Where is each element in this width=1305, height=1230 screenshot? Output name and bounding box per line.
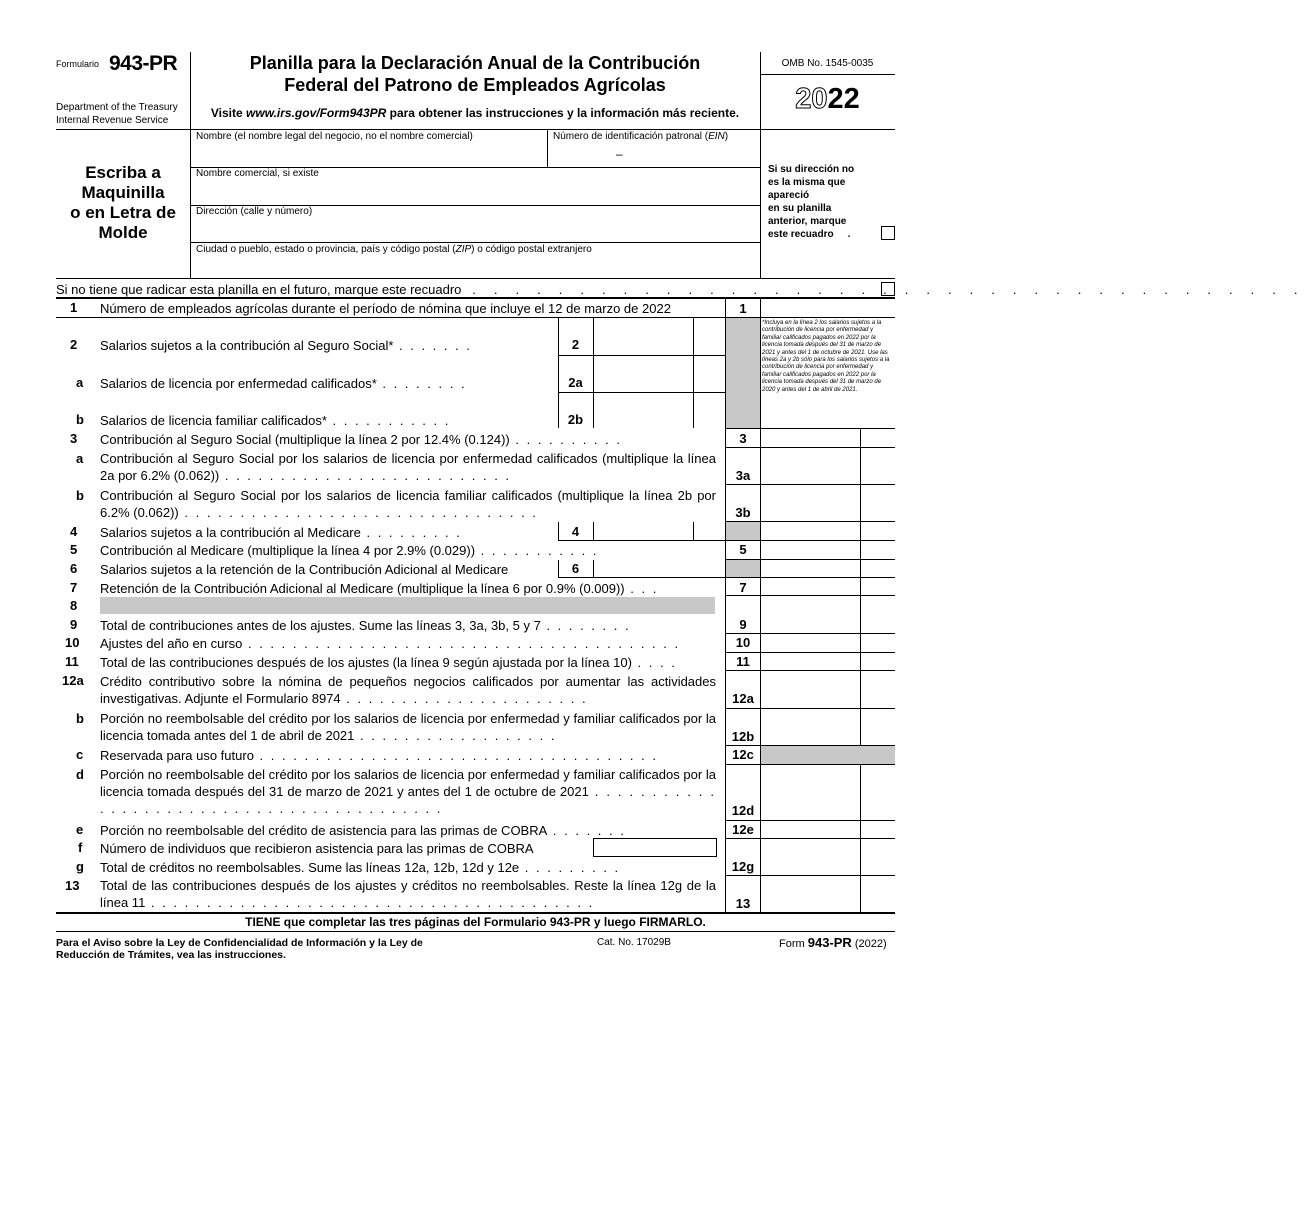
omb-number: OMB No. 1545-0035 bbox=[781, 58, 874, 69]
line-3b-text: Contribución al Seguro Social por los salarios de licencia familiar calificados (multiplique la línea 2b por 6.2% (0.062)) . . . . . . . . . . . . . . . . . . . . . . . . . . . . . . . . bbox=[100, 488, 716, 520]
line-3a-box-label: 3a bbox=[735, 468, 751, 483]
name-label: Nombre (el nombre legal del negocio, no el nombre comercial) bbox=[196, 131, 473, 142]
line-12d-text: Porción no reembolsable del crédito por los salarios de licencia por enfermedad y familiar calificados por la licencia tomada después del 31 de marzo de 2021 y antes del 1 de octubre de 2021 . . . . . . . . . . . . . . . . . . . . . . . . . . . . . . . . . . . . . . . . . . bbox=[100, 767, 716, 816]
print-instruction: Escriba a Maquinilla o en Letra de Molde bbox=[70, 163, 176, 242]
line-10-box-label: 10 bbox=[735, 635, 751, 650]
form-title-line-2: Federal del Patrono de Empleados Agrícolas bbox=[284, 75, 666, 95]
line-8-number: 8 bbox=[70, 598, 78, 613]
line-6-text: Salarios sujetos a la retención de la Contribución Adicional al Medicare bbox=[100, 562, 509, 577]
line-9-number: 9 bbox=[70, 617, 78, 632]
line-9-text: Total de contribuciones antes de los ajustes. Sume las líneas 3, 3a, 3b, 5 y 7 . . . . . . . . bbox=[100, 618, 631, 633]
line-12e-text: Porción no reembolsable del crédito de asistencia para las primas de COBRA . . . . . . . bbox=[100, 823, 626, 838]
line-12e-number: e bbox=[76, 822, 84, 837]
line-11-number: 11 bbox=[65, 654, 79, 669]
line-2a-number: a bbox=[76, 375, 84, 390]
form-number: 943-PR bbox=[109, 52, 178, 75]
line-12g-text: Total de créditos no reembolsables. Sume las líneas 12a, 12b, 12d y 12e . . . . . . . . . bbox=[100, 860, 621, 875]
city-field[interactable] bbox=[193, 258, 756, 276]
line-12f-number: f bbox=[78, 840, 83, 855]
line-3-box-label: 3 bbox=[739, 431, 747, 446]
line-10-number: 10 bbox=[65, 635, 80, 650]
line-4-amount[interactable] bbox=[595, 523, 691, 539]
line-12g-amount[interactable] bbox=[762, 857, 858, 874]
line-9-amount[interactable] bbox=[762, 615, 858, 632]
line-6-box-label: 6 bbox=[571, 561, 580, 576]
line-12d-amount[interactable] bbox=[762, 765, 858, 819]
line-2b-text: Salarios de licencia familiar calificados* . . . . . . . . . . . bbox=[100, 413, 451, 428]
line-2-amount[interactable] bbox=[595, 320, 691, 353]
city-label: Ciudad o pueblo, estado o provincia, país y código postal (ZIP) o código postal extranjero bbox=[196, 244, 592, 255]
catalog-number: Cat. No. 17029B bbox=[597, 937, 671, 948]
line-3b-box-label: 3b bbox=[735, 505, 751, 520]
line-6-amount[interactable] bbox=[595, 560, 723, 576]
line-8-shaded bbox=[100, 597, 715, 614]
line-13-box-label: 13 bbox=[735, 896, 751, 911]
line-3b-amount[interactable] bbox=[762, 485, 858, 521]
line-3-amount[interactable] bbox=[762, 429, 858, 446]
line-12b-box-label: 12b bbox=[731, 729, 755, 744]
line-2-note: *Incluya en la línea 2 los salarios sujetos a la contribución de licencia por enfermedad y familiar calificados pagados en 2022 por la licencia tomada después del 31 de marzo de 2021 y antes del 1 de octubre de 2021. Use las líneas 2a y 2b sólo para los salarios sujetos a la contribución de licencia por enfermedad y familiar calificados pagados en 2022 por la licencia tomada después del 31 de marzo de 2020 y antes del 1 de abril de 2021. bbox=[762, 320, 890, 393]
line-12b-text: Porción no reembolsable del crédito por los salarios de licencia por enfermedad y familiar calificados por la licencia tomada antes del 1 de abril de 2021 . . . . . . . . . . . . . . . . . . bbox=[100, 711, 716, 743]
visit-line: Visite www.irs.gov/Form943PR para obtener las instrucciones y la información más reciente. bbox=[210, 106, 740, 120]
form-prefix: Formulario bbox=[56, 59, 100, 69]
form-title-line-1: Planilla para la Declaración Anual de la Contribución bbox=[249, 53, 701, 73]
address-label: Dirección (calle y número) bbox=[196, 206, 313, 217]
form-footer-id: Form 943-PR (2022) bbox=[779, 935, 887, 950]
line-12c-box-label: 12c bbox=[732, 747, 754, 762]
must-complete-notice: TIENE que completar las tres páginas del Formulario 943-PR y luego FIRMARLO. bbox=[245, 915, 706, 929]
line-6-number: 6 bbox=[70, 561, 78, 576]
line-12b-amount[interactable] bbox=[762, 709, 858, 745]
future-filing-label: Si no tiene que radicar esta planilla en el futuro, marque este recuadro . . . . . . . . . . . . . . . . . . . . . . . . . . . . . . . . . . . . . . . bbox=[56, 282, 1305, 297]
line-12f-text: Número de individuos que recibieron asistencia para las primas de COBRA bbox=[100, 841, 534, 856]
line-2-box-label: 2 bbox=[571, 337, 580, 352]
line-7-number: 7 bbox=[70, 580, 78, 595]
line-12d-number: d bbox=[76, 767, 84, 782]
line-13-number: 13 bbox=[65, 878, 80, 893]
line-2a-box-label: 2a bbox=[568, 375, 583, 390]
line-5-amount[interactable] bbox=[762, 541, 858, 558]
line-2b-amount[interactable] bbox=[595, 394, 691, 427]
line-1-number: 1 bbox=[70, 300, 78, 315]
line-12g-number: g bbox=[76, 859, 84, 874]
line-2-text: Salarios sujetos a la contribución al Seguro Social* . . . . . . . bbox=[100, 338, 472, 353]
line-13-text: Total de las contribuciones después de los ajustes y créditos no reembolsables. Reste la línea 12g de la línea 11 . . . . . . . . . . . . . . . . . . . . . . . . . . . . . . . . . . . . . . . . bbox=[100, 878, 716, 910]
line-4-box-label: 4 bbox=[571, 524, 580, 539]
line-10-amount[interactable] bbox=[762, 634, 858, 651]
line-13-amount[interactable] bbox=[762, 876, 858, 911]
line-2a-amount[interactable] bbox=[595, 357, 691, 390]
line-4-text: Salarios sujetos a la contribución al Medicare . . . . . . . . . bbox=[100, 525, 462, 540]
trade-name-field[interactable] bbox=[193, 182, 756, 202]
line-8-amount[interactable] bbox=[762, 596, 858, 614]
line-1-amount[interactable] bbox=[762, 299, 894, 317]
line-12b-number: b bbox=[76, 711, 84, 726]
line-1-text: Número de empleados agrícolas durante el período de nómina que incluye el 12 de marzo de 2022 bbox=[100, 301, 671, 316]
line-12a-box-label: 12a bbox=[732, 691, 754, 706]
line-5-number: 5 bbox=[70, 542, 78, 557]
line-3a-text: Contribución al Seguro Social por los salarios de licencia por enfermedad calificados (multiplique la línea 2a por 6.2% (0.062)) . . . . . . . . . . . . . . . . . . . . . . . . . . bbox=[100, 451, 716, 483]
line-3-number: 3 bbox=[70, 431, 78, 446]
line-4-number: 4 bbox=[70, 524, 78, 539]
line-3-text: Contribución al Seguro Social (multiplique la línea 2 por 12.4% (0.124)) . . . . . . . . . . bbox=[100, 432, 622, 447]
line-12f-count-field[interactable] bbox=[593, 838, 717, 857]
line-12d-box-label: 12d bbox=[731, 803, 755, 818]
ein-dash: – bbox=[616, 147, 623, 161]
line-10-text: Ajustes del año en curso . . . . . . . . . . . . . . . . . . . . . . . . . . . . . . . . . . . . . . . bbox=[100, 636, 681, 651]
line-12a-number: 12a bbox=[62, 673, 84, 688]
business-name-field[interactable] bbox=[193, 144, 543, 164]
line-1-box-label: 1 bbox=[739, 301, 747, 316]
line-2-number: 2 bbox=[70, 337, 78, 352]
ein-field[interactable] bbox=[551, 144, 756, 164]
line-12a-amount[interactable] bbox=[762, 671, 858, 707]
address-field[interactable] bbox=[193, 220, 756, 240]
line-12c-text: Reservada para uso futuro . . . . . . . . . . . . . . . . . . . . . . . . . . . . . . . . . . . . bbox=[100, 748, 658, 763]
line-12e-box-label: 12e bbox=[732, 822, 754, 837]
trade-name-label: Nombre comercial, si existe bbox=[196, 168, 319, 179]
line-12g-box-label: 12g bbox=[731, 859, 755, 874]
line-12c-shaded bbox=[761, 746, 895, 764]
line-7-box-label: 7 bbox=[739, 580, 747, 595]
privacy-notice: Para el Aviso sobre la Ley de Confidencialidad de Información y la Ley de Reducción de Trámites, vea las instrucciones. bbox=[56, 937, 423, 961]
address-change-text: Si su dirección no es la misma que apareció en su planilla anterior, marque este recuadro . bbox=[768, 164, 855, 240]
line-5-box-label: 5 bbox=[739, 542, 747, 557]
line-2a-text: Salarios de licencia por enfermedad calificados* . . . . . . . . bbox=[100, 376, 467, 391]
address-change-checkbox[interactable] bbox=[881, 226, 895, 240]
dept-line-2: Internal Revenue Service bbox=[56, 115, 169, 126]
dept-line-1: Department of the Treasury bbox=[56, 102, 178, 113]
future-filing-checkbox[interactable] bbox=[881, 282, 895, 296]
line-5-text: Contribución al Medicare (multiplique la línea 4 por 2.9% (0.029)) . . . . . . . . . . . bbox=[100, 543, 599, 558]
line-2b-box-label: 2b bbox=[567, 412, 584, 427]
line-3a-amount[interactable] bbox=[762, 448, 858, 484]
visit-url: www.irs.gov/Form943PR bbox=[246, 106, 387, 120]
line-11-box-label: 11 bbox=[736, 654, 750, 669]
line-2b-number: b bbox=[76, 412, 84, 427]
line-3a-number: a bbox=[76, 451, 84, 466]
tax-year: 2022 bbox=[795, 83, 860, 115]
line-7-amount[interactable] bbox=[762, 578, 858, 595]
line-9-box-label: 9 bbox=[739, 617, 747, 632]
line-11-text: Total de las contribuciones después de los ajustes (la línea 9 según ajustada por la línea 10) . . . . bbox=[100, 655, 677, 670]
line-12a-text: Crédito contributivo sobre la nómina de pequeños negocios calificados por aumentar las actividades investigativas. Adjunte el Formulario 8974 . . . . . . . . . . . . . . . . . . . . . . bbox=[100, 674, 716, 706]
line-12e-amount[interactable] bbox=[762, 821, 858, 838]
line-11-amount[interactable] bbox=[762, 653, 858, 670]
line-7-text: Retención de la Contribución Adicional al Medicare (multiplique la línea 6 por 0.9% (0.009)) . . . bbox=[100, 581, 659, 596]
line-12c-number: c bbox=[76, 747, 84, 762]
line-3b-number: b bbox=[76, 488, 84, 503]
ein-label: Número de identificación patronal (EIN) bbox=[553, 131, 729, 142]
